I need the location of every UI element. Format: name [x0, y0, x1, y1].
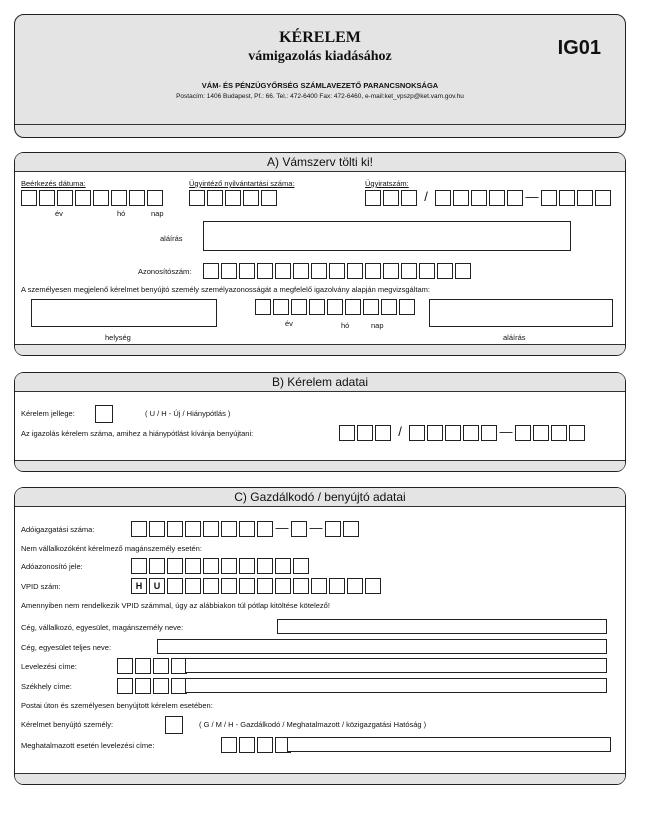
input-box[interactable]	[117, 658, 133, 674]
input-box[interactable]	[409, 425, 425, 441]
input-box[interactable]	[221, 521, 237, 537]
input-box[interactable]	[185, 521, 201, 537]
company-name-field[interactable]	[277, 619, 607, 634]
input-box[interactable]	[453, 190, 469, 206]
place-label: helység	[105, 333, 131, 342]
input-box[interactable]	[383, 190, 399, 206]
postal-note: Postai úton és személyesen benyújtott kérelem esetében:	[21, 701, 213, 710]
input-box[interactable]	[239, 578, 255, 594]
form-code: IG01	[557, 37, 601, 59]
section-a-panel	[14, 152, 626, 356]
input-box[interactable]	[471, 190, 487, 206]
input-box[interactable]	[507, 190, 523, 206]
file-number-label: Ügyiratszám:	[365, 179, 409, 188]
input-box[interactable]	[311, 578, 327, 594]
vpid-prefix-u: U	[149, 578, 165, 594]
proxy-address-label: Meghatalmazott esetén levelezési címe:	[21, 741, 155, 750]
input-box[interactable]	[311, 263, 327, 279]
input-box[interactable]	[203, 521, 219, 537]
mailing-zip-boxes[interactable]	[117, 658, 189, 674]
input-box[interactable]	[291, 299, 307, 315]
submitter-label: Kérelmet benyújtó személy:	[21, 720, 114, 729]
input-box[interactable]	[345, 299, 361, 315]
form-title: KÉRELEM	[279, 29, 361, 46]
tax-number-boxes[interactable]	[131, 521, 361, 537]
input-box[interactable]	[347, 263, 363, 279]
input-box[interactable]	[273, 299, 289, 315]
input-box[interactable]	[365, 190, 381, 206]
input-box[interactable]	[551, 425, 567, 441]
separator: /	[398, 424, 402, 439]
headquarters-zip-boxes[interactable]	[117, 678, 189, 694]
input-box[interactable]	[239, 558, 255, 574]
day-label-2: nap	[371, 321, 384, 330]
month-label: hó	[117, 209, 126, 218]
mailing-address-label: Levelezési címe:	[21, 662, 77, 671]
previous-number-boxes[interactable]	[339, 425, 587, 441]
year-label-2: év	[285, 319, 293, 328]
input-box[interactable]	[275, 263, 291, 279]
signature-field[interactable]	[203, 221, 571, 251]
input-box[interactable]	[135, 658, 151, 674]
input-box[interactable]	[309, 299, 325, 315]
input-box[interactable]	[255, 299, 271, 315]
input-box[interactable]	[339, 425, 355, 441]
input-box[interactable]	[75, 190, 91, 206]
input-box[interactable]	[257, 737, 273, 753]
input-box[interactable]	[515, 425, 531, 441]
signature-label: aláírás	[160, 234, 183, 243]
input-box[interactable]	[437, 263, 453, 279]
input-box[interactable]	[147, 190, 163, 206]
year-label: év	[55, 209, 63, 218]
input-box[interactable]	[343, 521, 359, 537]
input-box[interactable]	[117, 678, 133, 694]
section-b-panel	[14, 372, 626, 472]
input-box[interactable]	[381, 299, 397, 315]
input-box[interactable]	[221, 263, 237, 279]
input-box[interactable]	[21, 190, 37, 206]
input-box[interactable]	[329, 578, 345, 594]
input-box[interactable]	[375, 425, 391, 441]
headquarters-address-field[interactable]	[185, 678, 607, 693]
registration-number-boxes[interactable]	[189, 190, 279, 206]
separator: —	[525, 189, 539, 204]
private-note: Nem vállalkozóként kérelmező magánszemély esetén:	[21, 544, 202, 553]
input-box[interactable]	[363, 299, 379, 315]
input-box[interactable]	[327, 299, 343, 315]
vpid-boxes[interactable]	[131, 578, 383, 594]
input-box[interactable]	[325, 521, 341, 537]
input-box[interactable]	[293, 578, 309, 594]
header-panel	[14, 14, 626, 138]
input-box[interactable]	[541, 190, 557, 206]
file-number-boxes[interactable]	[365, 190, 613, 206]
input-box[interactable]	[129, 190, 145, 206]
input-box[interactable]	[261, 190, 277, 206]
input-box[interactable]	[221, 578, 237, 594]
separator: —	[499, 424, 513, 439]
input-box[interactable]	[419, 263, 435, 279]
request-type-label: Kérelem jellege:	[21, 409, 75, 418]
separator: —	[275, 520, 289, 535]
input-box[interactable]	[257, 263, 273, 279]
header-divider	[15, 124, 625, 125]
input-box[interactable]	[243, 190, 259, 206]
authority-address: Postacím: 1406 Budapest, Pf.: 66. Tel.: 472-6400 Fax: 472-6460, e-mail:ket_vpszp@ket.vam.gov.hu	[176, 93, 464, 100]
input-box[interactable]	[93, 190, 109, 206]
input-box[interactable]	[39, 190, 55, 206]
tax-id-boxes[interactable]	[131, 558, 311, 574]
id-number-label: Azonosítószám:	[138, 267, 192, 276]
headquarters-label: Székhely címe:	[21, 682, 72, 691]
request-type-hint: ( U / H - Új / Hiánypótlás )	[145, 409, 231, 418]
input-box[interactable]	[533, 425, 549, 441]
signature-field-2[interactable]	[429, 299, 613, 327]
full-name-label: Cég, egyesület teljes neve:	[21, 643, 112, 652]
input-box[interactable]	[435, 190, 451, 206]
request-type-box[interactable]	[95, 405, 113, 423]
input-box[interactable]	[257, 521, 273, 537]
verification-text: A személyesen megjelenő kérelmet benyújtó személy személyazonosságát a megfelelő igazolvány alapján megvizsgáltam:	[21, 285, 430, 294]
submitter-box[interactable]	[165, 716, 183, 734]
input-box[interactable]	[365, 263, 381, 279]
place-field[interactable]	[31, 299, 217, 327]
submitter-hint: ( G / M / H - Gazdálkodó / Meghatalmazott / közigazgatási Hatóság )	[199, 720, 427, 729]
section-c-panel	[14, 487, 626, 785]
company-name-label: Cég, vállalkozó, egyesület, magánszemély neve:	[21, 623, 184, 632]
input-box[interactable]	[239, 521, 255, 537]
input-box[interactable]	[149, 558, 165, 574]
input-box[interactable]	[153, 678, 169, 694]
input-box[interactable]	[167, 578, 183, 594]
input-box[interactable]	[57, 190, 73, 206]
input-box[interactable]	[383, 263, 399, 279]
separator: —	[309, 520, 323, 535]
tax-id-label: Adóazonosító jele:	[21, 562, 83, 571]
input-box[interactable]	[357, 425, 373, 441]
verification-date-boxes[interactable]	[255, 299, 417, 315]
input-box[interactable]	[257, 558, 273, 574]
received-date-boxes[interactable]	[21, 190, 165, 206]
input-box[interactable]	[111, 190, 127, 206]
proxy-zip-boxes[interactable]	[221, 737, 293, 753]
input-box[interactable]	[275, 578, 291, 594]
input-box[interactable]	[399, 299, 415, 315]
day-label: nap	[151, 209, 164, 218]
input-box[interactable]	[275, 558, 291, 574]
input-box[interactable]	[167, 521, 183, 537]
input-box[interactable]	[167, 558, 183, 574]
input-box[interactable]	[293, 263, 309, 279]
month-label-2: hó	[341, 321, 350, 330]
section-a-title: A) Vámszerv tölti ki!	[15, 153, 625, 172]
input-box[interactable]	[135, 678, 151, 694]
input-box[interactable]	[203, 263, 219, 279]
input-box[interactable]	[185, 558, 201, 574]
input-box[interactable]	[189, 190, 205, 206]
input-box[interactable]	[131, 558, 147, 574]
input-box[interactable]	[203, 578, 219, 594]
signature-label-2: aláírás	[503, 333, 526, 342]
input-box[interactable]	[257, 578, 273, 594]
input-box[interactable]	[577, 190, 593, 206]
input-box[interactable]	[455, 263, 471, 279]
input-box[interactable]	[239, 263, 255, 279]
input-box[interactable]	[347, 578, 363, 594]
input-box[interactable]	[401, 190, 417, 206]
input-box[interactable]	[149, 521, 165, 537]
section-c-footer	[15, 773, 625, 784]
vpid-label: VPID szám:	[21, 582, 61, 591]
input-box[interactable]	[239, 737, 255, 753]
input-box[interactable]	[291, 521, 307, 537]
input-box[interactable]	[207, 190, 223, 206]
authority-name: VÁM- ÉS PÉNZÜGYŐRSÉG SZÁMLAVEZETŐ PARANCSNOKSÁGA	[201, 81, 439, 90]
vpid-note: Amennyiben nem rendelkezik VPID számmal, úgy az alábbiakon túl pótlap kitöltése kötelező!	[21, 601, 330, 610]
section-b-title: B) Kérelem adatai	[15, 373, 625, 392]
proxy-address-field[interactable]	[287, 737, 611, 752]
input-box[interactable]	[427, 425, 443, 441]
input-box[interactable]	[153, 658, 169, 674]
input-box[interactable]	[489, 190, 505, 206]
input-box[interactable]	[185, 578, 201, 594]
vpid-prefix-h: H	[131, 578, 147, 594]
input-box[interactable]	[595, 190, 611, 206]
previous-number-label: Az igazolás kérelem száma, amihez a hiánypótlást kívánja benyújtani:	[21, 429, 254, 438]
input-box[interactable]	[221, 737, 237, 753]
input-box[interactable]	[221, 558, 237, 574]
id-number-boxes[interactable]	[203, 263, 473, 279]
mailing-address-field[interactable]	[185, 658, 607, 673]
received-date-label: Beérkezés dátuma:	[21, 179, 86, 188]
tax-number-label: Adóigazgatási száma:	[21, 525, 95, 534]
section-b-footer	[15, 460, 625, 471]
input-box[interactable]	[131, 521, 147, 537]
section-c-title: C) Gazdálkodó / benyújtó adatai	[15, 488, 625, 507]
input-box[interactable]	[365, 578, 381, 594]
input-box[interactable]	[203, 558, 219, 574]
full-name-field[interactable]	[157, 639, 607, 654]
input-box[interactable]	[445, 425, 461, 441]
input-box[interactable]	[329, 263, 345, 279]
input-box[interactable]	[463, 425, 479, 441]
input-box[interactable]	[401, 263, 417, 279]
input-box[interactable]	[569, 425, 585, 441]
form-subtitle: vámigazolás kiadásához	[248, 49, 392, 64]
input-box[interactable]	[481, 425, 497, 441]
input-box[interactable]	[293, 558, 309, 574]
section-a-footer	[15, 344, 625, 355]
input-box[interactable]	[559, 190, 575, 206]
separator: /	[424, 189, 428, 204]
registration-number-label: Ügyintéző nyilvántartási száma:	[189, 179, 295, 188]
input-box[interactable]	[225, 190, 241, 206]
